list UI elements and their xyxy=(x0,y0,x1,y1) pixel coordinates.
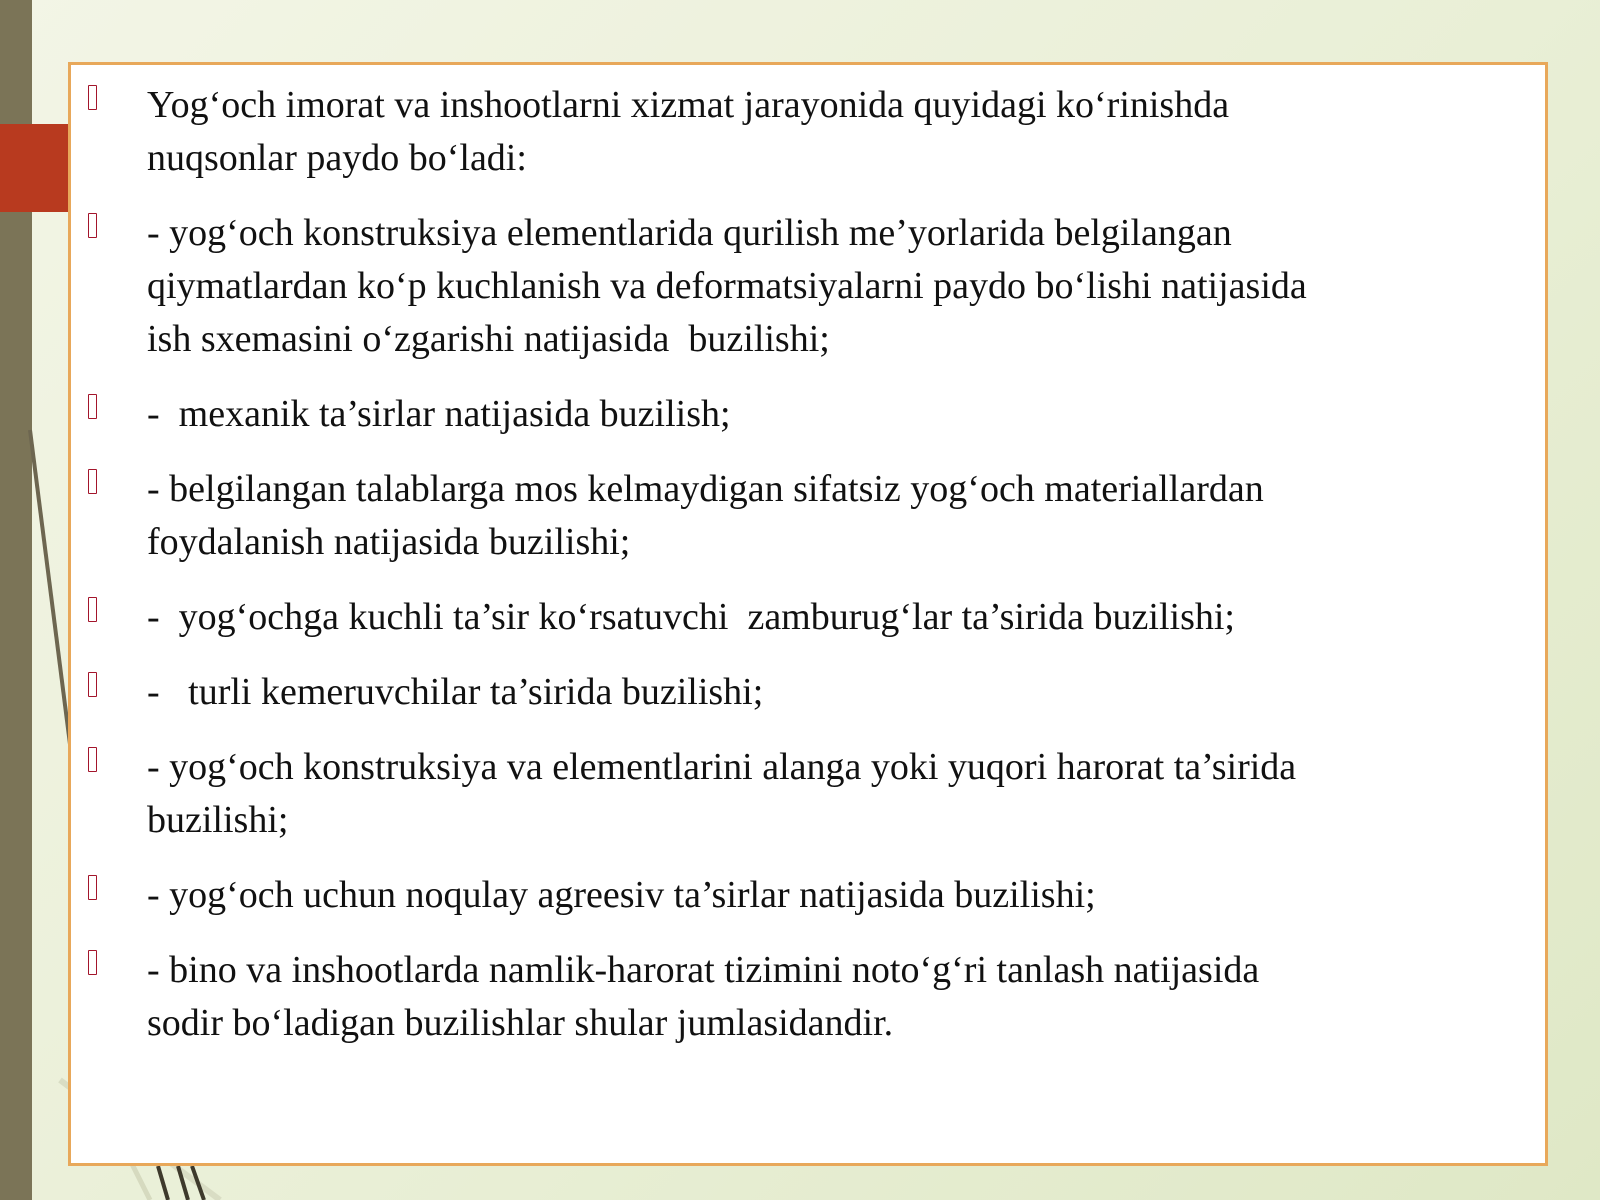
bullet-box-icon xyxy=(88,747,97,772)
bullet-box-icon xyxy=(88,85,97,110)
list-item-text: Yog‘och imorat va inshootlarni xizmat jarayonida quyidagi ko‘rinishda nuqsonlar paydo bo‘ladi: xyxy=(147,84,1230,179)
bullet-box-icon xyxy=(88,469,97,494)
list-item xyxy=(71,79,1545,185)
list-item-text: - turli kemeruvchilar ta’sirida buzilishi; xyxy=(147,671,764,713)
list-item-text: - yog‘ochga kuchli ta’sir ko‘rsatuvchi zamburug‘lar ta’sirida buzilishi; xyxy=(147,596,1235,638)
list-item xyxy=(71,463,1545,569)
list-item-text: - mexanik ta’sirlar natijasida buzilish; xyxy=(147,393,731,435)
list-item xyxy=(71,869,1545,922)
bullet-list xyxy=(71,79,1545,1072)
list-item-text: - bino va inshootlarda namlik-harorat tizimini noto‘g‘ri tanlash natijasida sodir bo‘ladigan buzilishlar shular jumlasidandir. xyxy=(147,949,1260,1044)
list-item xyxy=(71,388,1545,441)
list-item-text: - yog‘och uchun noqulay agreesiv ta’sirlar natijasida buzilishi; xyxy=(147,874,1096,916)
list-item xyxy=(71,741,1545,847)
list-item-text: - belgilangan talablarga mos kelmaydigan sifatsiz yog‘och materiallardan foydalanish natijasida buzilishi; xyxy=(147,468,1264,563)
bullet-box-icon xyxy=(88,394,97,419)
list-item xyxy=(71,944,1545,1050)
bullet-box-icon xyxy=(88,950,97,975)
bullet-box-icon xyxy=(88,672,97,697)
list-item xyxy=(71,666,1545,719)
list-item xyxy=(71,207,1545,366)
bullet-box-icon xyxy=(88,875,97,900)
list-item xyxy=(71,591,1545,644)
bullet-box-icon xyxy=(88,597,97,622)
bullet-box-icon xyxy=(88,213,97,238)
list-item-text: - yog‘och konstruksiya elementlarida qurilish me’yorlarida belgilangan qiymatlardan ko‘p kuchlanish va deformatsiyalarni paydo bo‘lishi natijasida ish sxemasini o‘zgarishi natijasida buzilishi; xyxy=(147,212,1307,360)
list-item-text: - yog‘och konstruksiya va elementlarini alanga yoki yuqori harorat ta’sirida buzilishi; xyxy=(147,746,1297,841)
content-panel xyxy=(68,62,1548,1166)
